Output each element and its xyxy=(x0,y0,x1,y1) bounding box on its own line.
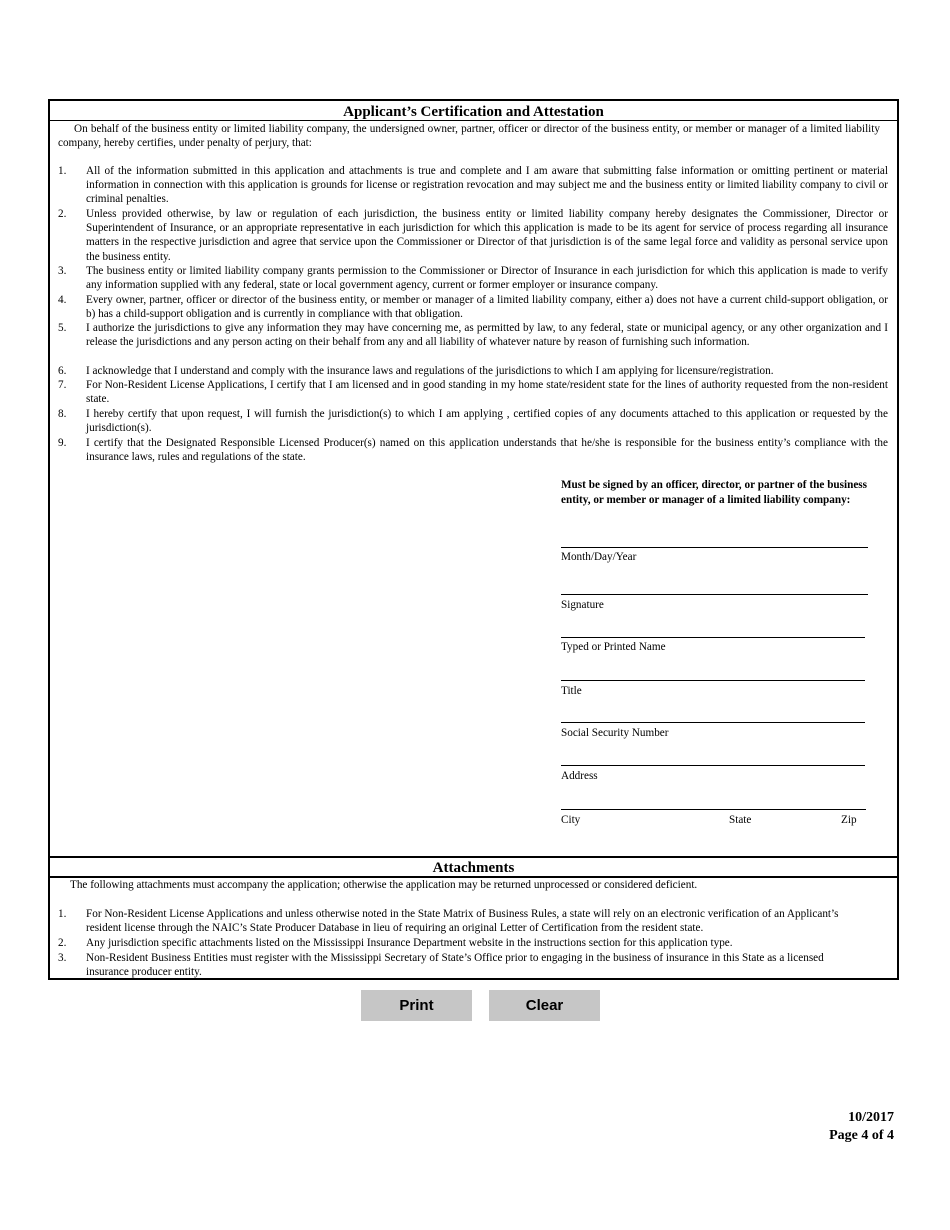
certification-item-7 xyxy=(58,378,888,406)
page-number: Page 4 of 4 xyxy=(829,1128,894,1143)
signature-line[interactable] xyxy=(561,594,868,595)
item-number: 4. xyxy=(58,294,67,306)
revision-date: 10/2017 xyxy=(848,1110,894,1125)
date-label: Month/Day/Year xyxy=(561,551,637,563)
item-number: 9. xyxy=(58,437,67,449)
item-number: 2. xyxy=(58,208,67,220)
zip-label: Zip xyxy=(841,814,857,826)
printed-name-label: Typed or Printed Name xyxy=(561,641,666,653)
item-text: The business entity or limited liability company grants permission to the Commissioner or Director of Insurance in each jurisdiction for which this application is made to verify any information supplied with any federal, state or local government agency, current or former employer or insurance company. xyxy=(86,265,888,292)
address-line[interactable] xyxy=(561,765,865,766)
title-divider xyxy=(50,120,897,121)
certification-item-4 xyxy=(58,293,888,321)
page-footer xyxy=(829,1109,894,1145)
date-line[interactable] xyxy=(561,547,868,548)
certification-item-2 xyxy=(58,207,888,264)
item-number: 3. xyxy=(58,952,67,964)
certification-item-8 xyxy=(58,407,888,435)
certification-title: Applicant’s Certification and Attestation xyxy=(343,104,604,120)
item-text: All of the information submitted in this application and attachments is true and complete and I am aware that submitting false information or omitting pertinent or material information in connection with this application is grounds for license or registration revocation and may subject me and the business entity or limited liability company to civil or criminal penalties. xyxy=(86,165,888,206)
title-line[interactable] xyxy=(561,680,865,681)
clear-button[interactable]: Clear xyxy=(489,990,600,1021)
item-text: Non-Resident Business Entities must register with the Mississippi Secretary of State’s Office prior to engaging in the business of insurance in this State as a licensed insurance producer entity. xyxy=(86,952,824,979)
attachment-item-3 xyxy=(58,951,868,979)
item-number: 6. xyxy=(58,365,67,377)
item-number: 7. xyxy=(58,379,67,391)
item-text: Every owner, partner, officer or director of the business entity, or member or manager of a limited liability company, either a) does not have a current child-support obligation, or b) has a child-support obligation and is currently in compliance with that obligation. xyxy=(86,294,888,321)
item-text: For Non-Resident License Applications and unless otherwise noted in the State Matrix of Business Rules, a state will rely on an electronic verification of an Applicant’s resident license through the NAIC’s State Producer Database in lieu of requiring an original Letter of Certification from the resident state. xyxy=(86,908,839,935)
address-label: Address xyxy=(561,770,598,782)
certification-item-5 xyxy=(58,321,888,349)
attachments-intro: The following attachments must accompany the application; otherwise the application may be returned unprocessed or considered deficient. xyxy=(70,879,698,891)
state-label: State xyxy=(729,814,752,826)
ssn-label: Social Security Number xyxy=(561,727,669,739)
title-label: Title xyxy=(561,685,582,697)
ssn-line[interactable] xyxy=(561,722,865,723)
city-label: City xyxy=(561,814,581,826)
print-button[interactable]: Print xyxy=(361,990,472,1021)
certification-item-1 xyxy=(58,164,888,207)
item-number: 5. xyxy=(58,322,67,334)
attachments-top-divider xyxy=(50,856,897,858)
item-text: Any jurisdiction specific attachments listed on the Mississippi Insurance Department website in the instructions section for this application type. xyxy=(86,937,733,949)
certification-item-3 xyxy=(58,264,888,292)
item-text: I certify that the Designated Responsible Licensed Producer(s) named on this application understands that he/she is responsible for the business entity’s compliance with the insurance laws, rules and regulations of the state. xyxy=(86,437,888,464)
item-number: 2. xyxy=(58,937,67,949)
item-number: 8. xyxy=(58,408,67,420)
item-text: For Non-Resident License Applications, I certify that I am licensed and in good standing in my home state/resident state for the lines of authority requested from the non-resident state. xyxy=(86,379,888,406)
item-number: 3. xyxy=(58,265,67,277)
item-text: I authorize the jurisdictions to give any information they may have concerning me, as permitted by law, to any federal, state or municipal agency, or any other organization and I release the jurisdictions and any person acting on their behalf from any and all liability of whatever nature by reason of furnishing such information. xyxy=(86,322,888,349)
attachment-item-1 xyxy=(58,907,868,935)
certification-intro: On behalf of the business entity or limited liability company, the undersigned owner, partner, officer or director of the business entity, or member or manager of a limited liability company, hereby certifies, under penalty of perjury, that: xyxy=(58,123,880,150)
item-number: 1. xyxy=(58,165,67,177)
signature-heading: Must be signed by an officer, director, or partner of the business entity, or member or manager of a limited liability company: xyxy=(561,479,867,506)
attachment-item-2 xyxy=(58,936,868,950)
item-text: I hereby certify that upon request, I will furnish the jurisdiction(s) to which I am applying , certified copies of any documents attached to this application or requested by the jurisdiction(s). xyxy=(86,408,888,435)
attachments-title: Attachments xyxy=(432,860,515,876)
city-state-zip-line[interactable] xyxy=(561,809,866,810)
printed-name-line[interactable] xyxy=(561,637,865,638)
signature-label: Signature xyxy=(561,599,604,611)
item-text: Unless provided otherwise, by law or regulation of each jurisdiction, the business entity or limited liability company hereby designates the Commissioner, Director or Superintendent of Insurance, or an appropriate representative in each jurisdiction for which this application is made to be its agent for service of process regarding all insurance matters in the respective jurisdiction and agree that service upon the Commissioner or Director of that jurisdiction is of the same legal force and validity as personal service upon the business entity. xyxy=(86,208,888,263)
item-text: I acknowledge that I understand and comply with the insurance laws and regulations of the jurisdictions to which I am applying for licensure/registration. xyxy=(86,365,774,377)
certification-item-9 xyxy=(58,436,888,464)
item-number: 1. xyxy=(58,908,67,920)
form-box xyxy=(48,99,899,980)
certification-item-6 xyxy=(58,364,888,378)
